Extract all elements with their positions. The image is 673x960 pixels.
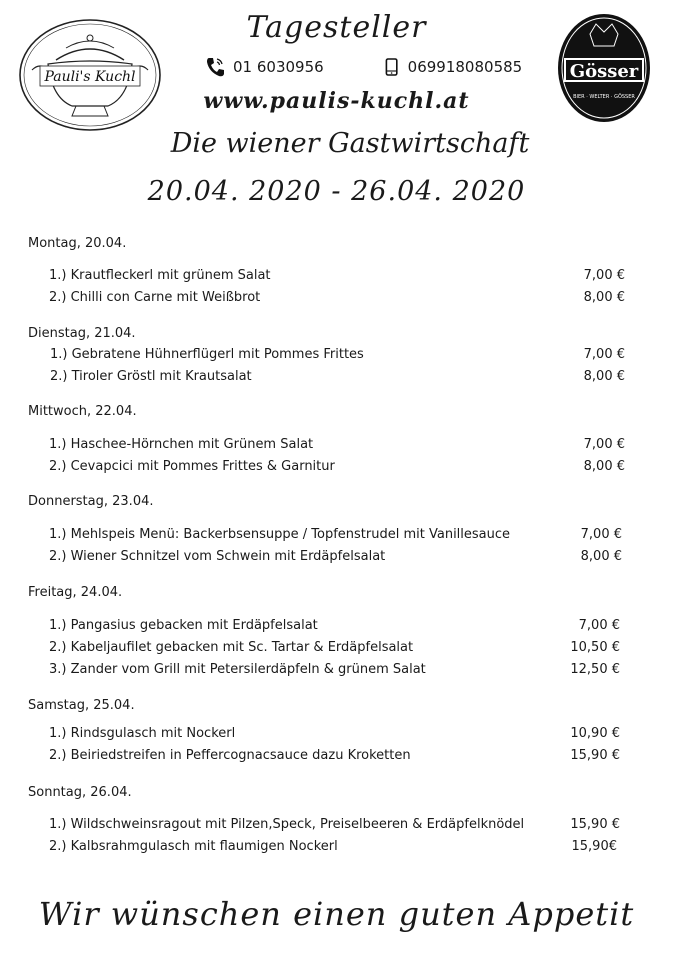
dish-name: 2.) Cevapcici mit Pommes Frittes & Garnitur: [49, 459, 335, 474]
day-label: Donnerstag, 23.04.: [28, 494, 154, 509]
dish-name: 1.) Wildschweinsragout mit Pilzen,Speck, Preiselbeeren & Erdäpfelknödel: [49, 817, 525, 832]
dish-name: 1.) Rindsgulasch mit Nockerl: [49, 726, 236, 741]
phone-number: 01 6030956: [233, 58, 324, 76]
dish-name: 1.) Pangasius gebacken mit Erdäpfelsalat: [49, 618, 318, 633]
dish-name: 2.) Kalbsrahmgulasch mit flaumigen Nockerl: [49, 839, 338, 854]
closing-message: Wir wünschen einen guten Appetit: [38, 895, 635, 933]
dish-name: 2.) Beiriedstreifen in Peffercognacsauce dazu Kroketten: [49, 748, 411, 763]
dish-price: 15,90 €: [570, 817, 620, 832]
day-label: Mittwoch, 22.04.: [28, 404, 137, 419]
dish-price: 10,90 €: [570, 726, 620, 741]
dish-name: 1.) Haschee-Hörnchen mit Grünem Salat: [49, 437, 314, 452]
logo-right-text: Gösser: [569, 61, 639, 82]
dish-price: 7,00 €: [580, 527, 622, 542]
dish-price: 8,00 €: [583, 369, 625, 384]
dish-name: 3.) Zander vom Grill mit Petersilerdäpfeln & grünem Salat: [49, 662, 426, 677]
subtitle: Die wiener Gastwirtschaft: [170, 128, 530, 159]
dish-price: 8,00 €: [580, 549, 622, 564]
day-label: Sonntag, 26.04.: [28, 785, 132, 800]
dish-name: 2.) Tiroler Gröstl mit Krautsalat: [50, 369, 252, 384]
dish-name: 1.) Krautfleckerl mit grünem Salat: [49, 268, 271, 283]
dish-name: 2.) Kabeljaufilet gebacken mit Sc. Tartar & Erdäpfelsalat: [49, 640, 414, 655]
day-label: Freitag, 24.04.: [28, 585, 123, 600]
dish-name: 2.) Wiener Schnitzel vom Schwein mit Erdäpfelsalat: [49, 549, 386, 564]
day-label: Samstag, 25.04.: [28, 698, 135, 713]
dish-price: 8,00 €: [583, 459, 625, 474]
dish-price: 7,00 €: [578, 618, 620, 633]
dish-name: 2.) Chilli con Carne mit Weißbrot: [49, 290, 261, 305]
mobile-number: 069918080585: [407, 58, 523, 76]
dish-price: 15,90€: [571, 839, 617, 854]
day-label: Dienstag, 21.04.: [28, 326, 136, 341]
dish-price: 8,00 €: [583, 290, 625, 305]
website-link[interactable]: www.paulis-kuchl.at: [203, 88, 470, 114]
logo-left-text: Pauli's Kuchl: [44, 69, 136, 85]
dish-price: 10,50 €: [570, 640, 620, 655]
dish-price: 7,00 €: [583, 268, 625, 283]
dish-price: 7,00 €: [583, 347, 625, 362]
dish-price: 12,50 €: [570, 662, 620, 677]
dish-name: 1.) Mehlspeis Menü: Backerbsensuppe / Topfenstrudel mit Vanillesauce: [49, 527, 511, 542]
date-range: 20.04. 2020 - 26.04. 2020: [147, 176, 526, 207]
dish-price: 15,90 €: [570, 748, 620, 763]
dish-name: 1.) Gebratene Hühnerflügerl mit Pommes Frittes: [50, 347, 364, 362]
dish-price: 7,00 €: [583, 437, 625, 452]
page-title: Tagesteller: [246, 10, 427, 45]
day-label: Montag, 20.04.: [28, 236, 127, 251]
logo-right-subtext: BIER · WELTER · GÖSSER: [573, 94, 635, 100]
